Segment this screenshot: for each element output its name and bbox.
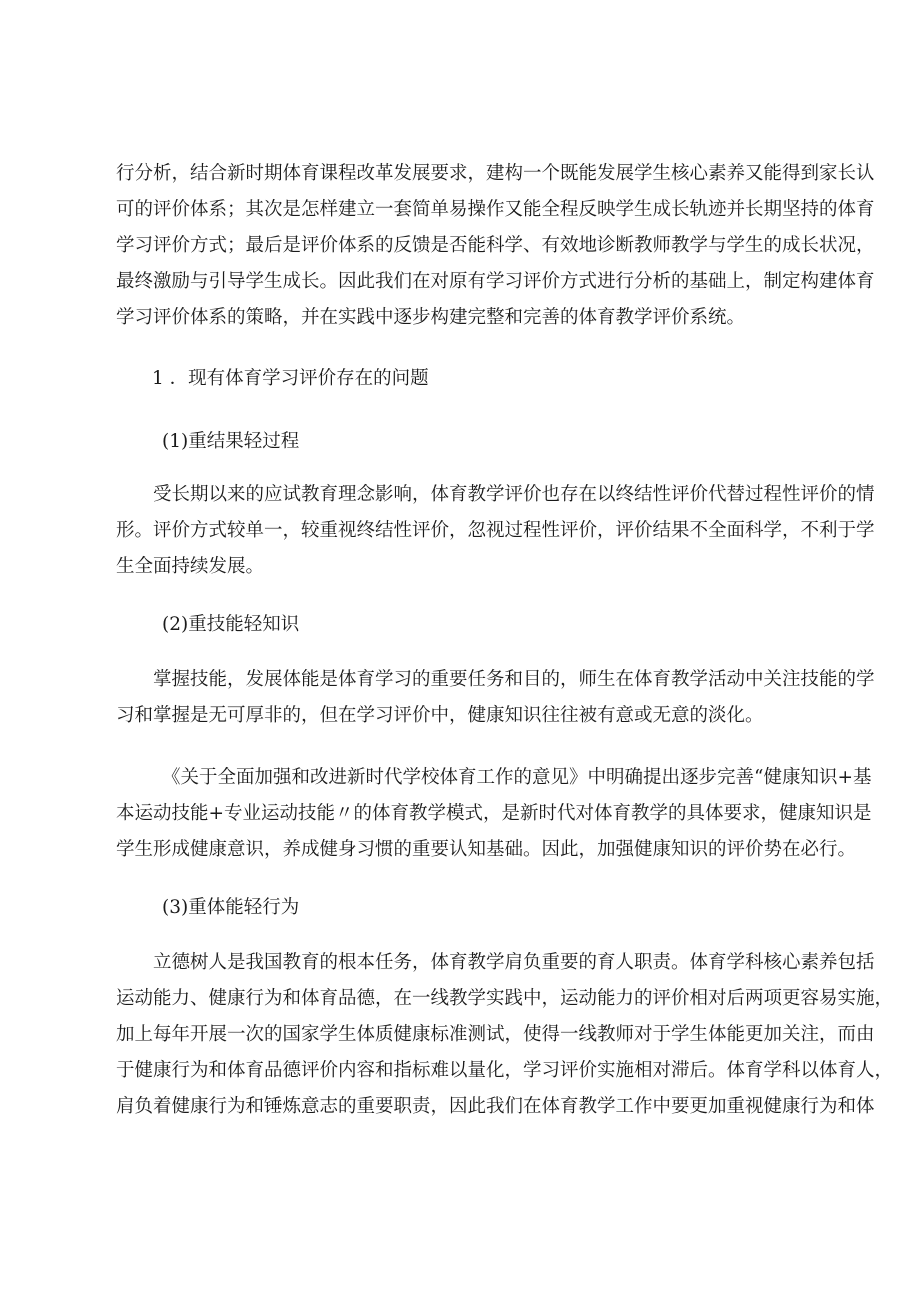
- paragraph-line: 于健康行为和体育品德评价内容和指标难以量化，学习评价实施相对滞后。体育学科以体育人，: [116, 1060, 894, 1081]
- paragraph-2: [116, 662, 875, 734]
- paragraph-line: 《关于全面加强和改进新时代学校体育工作的意见》中明确提出逐步完善“健康知识+基: [162, 767, 872, 788]
- paragraph-4: [116, 945, 894, 1125]
- paragraph-line: 加上每年开展一次的国家学生体质健康标准测试，使得一线教师对于学生体能更加关注，而由: [116, 1024, 875, 1045]
- paragraph-line: 掌握技能，发展体能是体育学习的重要任务和目的，师生在体育教学活动中关注技能的学: [153, 669, 875, 690]
- paragraph-line: 学习评价体系的策略，并在实践中逐步构建完整和完善的体育教学评价系统。: [116, 307, 746, 328]
- subheading-3: (3)重体能轻行为: [162, 897, 300, 918]
- paragraph-3: [116, 760, 872, 868]
- subheading-1: (1)重结果轻过程: [162, 431, 300, 452]
- paragraph-line: 运动能力、健康行为和体育品德，在一线教学实践中，运动能力的评价相对后两项更容易实施，: [116, 988, 894, 1009]
- paragraph-line: 立德树人是我国教育的根本任务，体育教学肩负重要的育人职责。体育学科核心素养包括: [153, 952, 875, 973]
- paragraph-line: 受长期以来的应试教育理念影响，体育教学评价也存在以终结性评价代替过程性评价的情: [153, 484, 875, 505]
- paragraph-line: 肩负着健康行为和锤炼意志的重要职责，因此我们在体育教学工作中要更加重视健康行为和体: [116, 1096, 875, 1117]
- subheading-2: (2)重技能轻知识: [162, 614, 300, 635]
- paragraph-line: 可的评价体系；其次是怎样建立一套简单易操作又能全程反映学生成长轨迹并长期坚持的体育: [116, 199, 875, 220]
- paragraph-line: 行分析，结合新时期体育课程改革发展要求，建构一个既能发展学生核心素养又能得到家长认: [116, 163, 875, 184]
- paragraph-line: 本运动技能+专业运动技能〃的体育教学模式，是新时代对体育教学的具体要求，健康知识是: [116, 803, 872, 824]
- paragraph-line: 生全面持续发展。: [116, 556, 265, 577]
- paragraph-line: 形。评价方式较单一，较重视终结性评价，忽视过程性评价，评价结果不全面科学，不利于学: [116, 520, 875, 541]
- paragraph-1: [116, 477, 875, 585]
- section-heading: 1 ．现有体育学习评价存在的问题: [152, 368, 429, 389]
- paragraph-line: 最终激励与引导学生成长。因此我们在对原有学习评价方式进行分析的基础上，制定构建体育: [116, 271, 875, 292]
- intro-paragraph: [116, 156, 875, 336]
- paragraph-line: 学生形成健康意识，养成健身习惯的重要认知基础。因此，加强健康知识的评价势在必行。: [116, 839, 857, 860]
- paragraph-line: 学习评价方式；最后是评价体系的反馈是否能科学、有效地诊断教师教学与学生的成长状况，: [116, 235, 875, 256]
- paragraph-line: 习和掌握是无可厚非的，但在学习评价中，健康知识往往被有意或无意的淡化。: [116, 705, 764, 726]
